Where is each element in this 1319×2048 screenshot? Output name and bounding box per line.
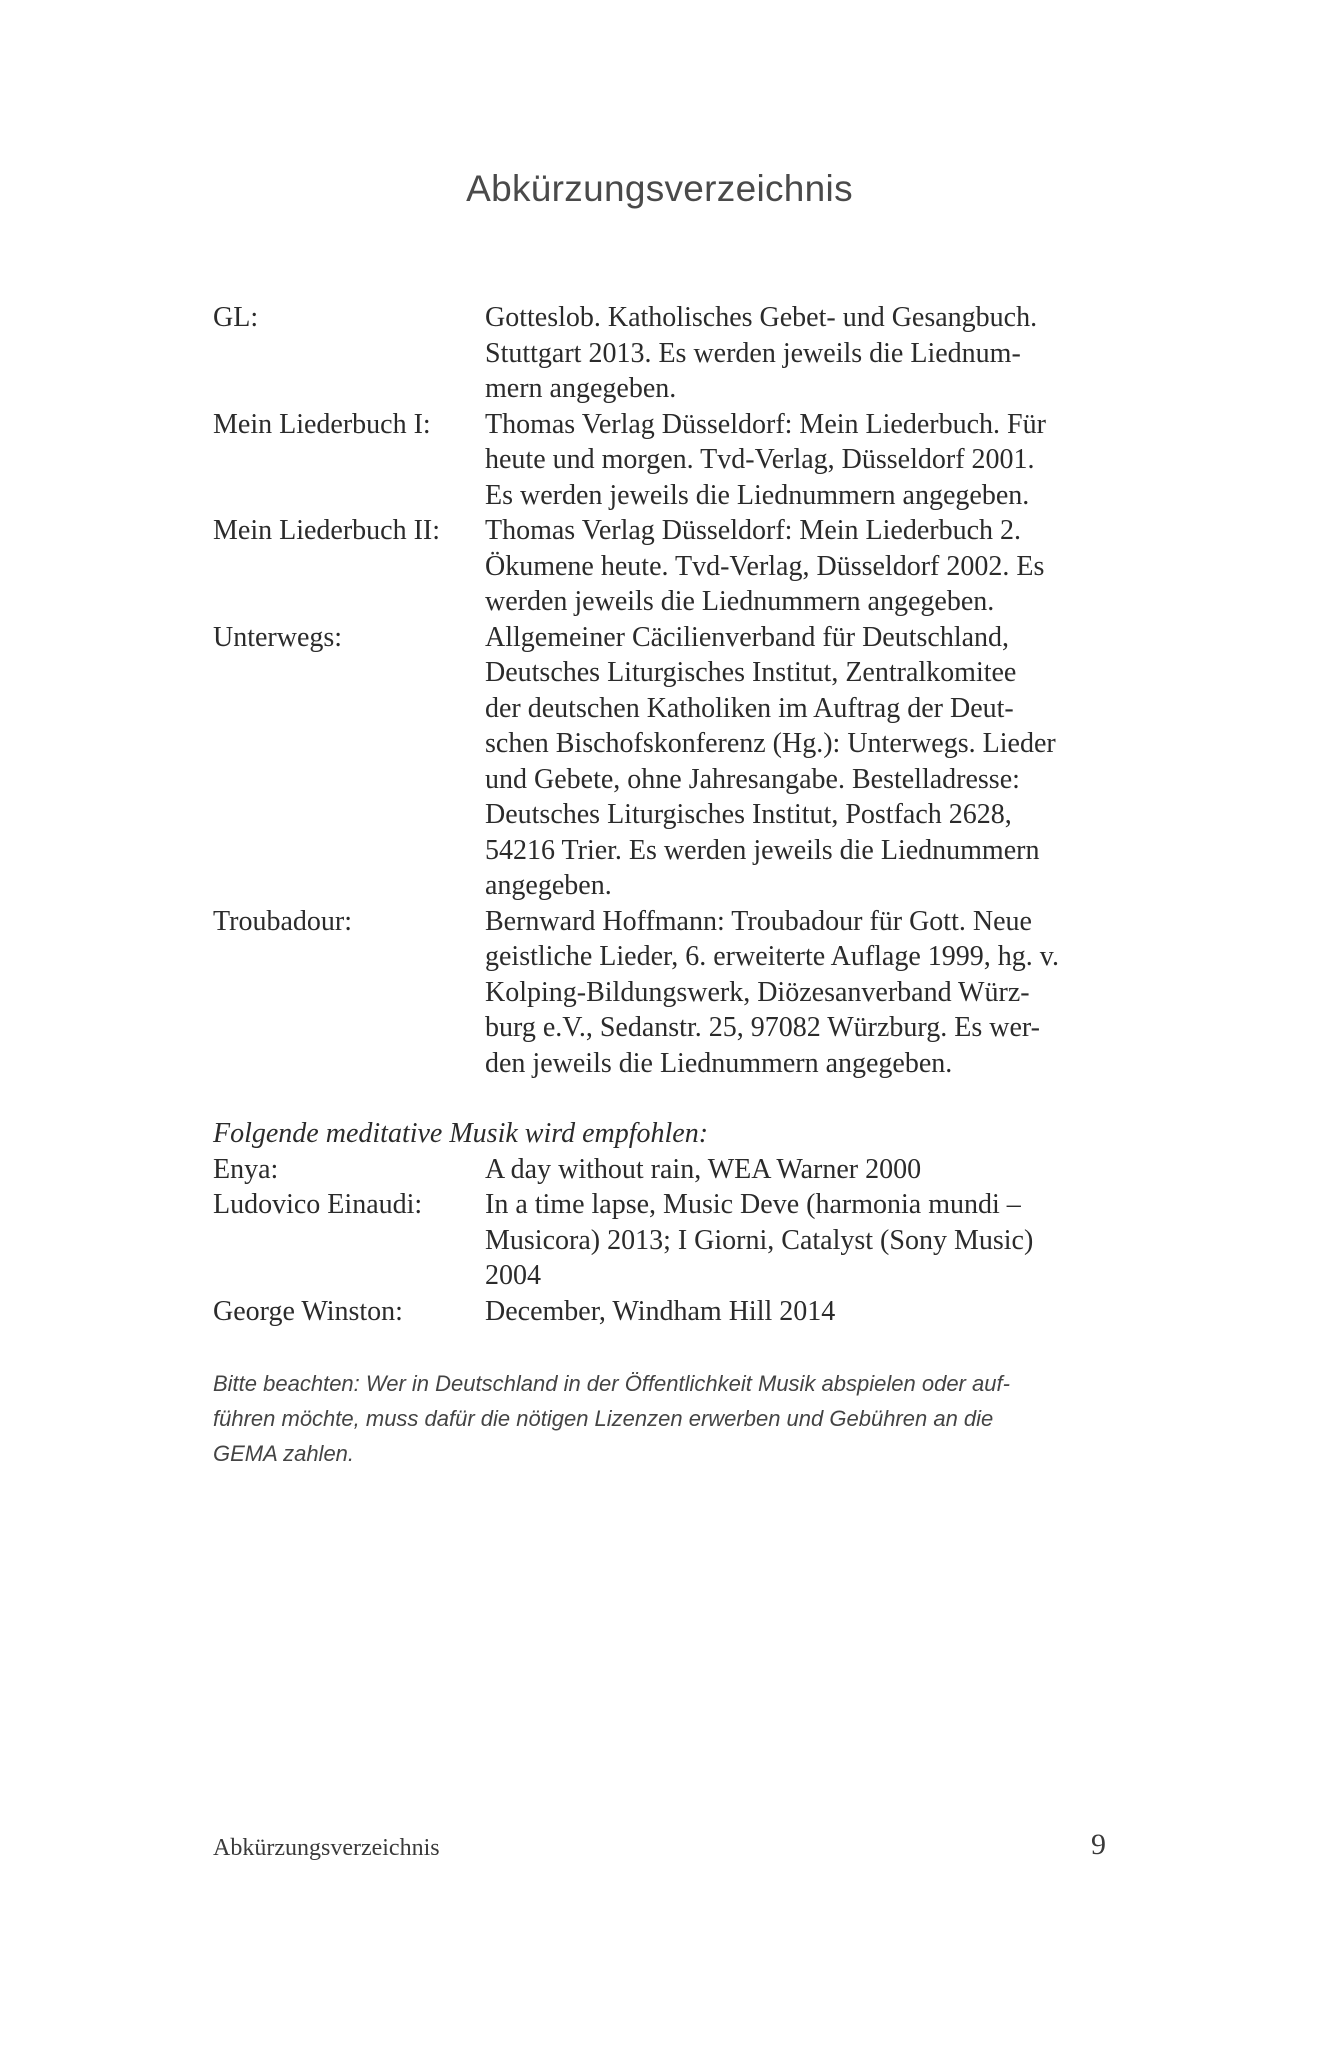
- abbreviation-term: GL:: [213, 302, 259, 333]
- abbreviation-description: [485, 904, 1105, 1082]
- note-line: Bitte beachten: Wer in Deutschland in der Öffentlichkeit Musik abspielen oder auf-: [213, 1371, 1010, 1396]
- music-artist: Enya:: [213, 1153, 279, 1185]
- description-line: Ökumene heute. Tvd-Verlag, Düsseldorf 2002. Es: [485, 550, 1045, 582]
- description-line: Thomas Verlag Düsseldorf: Mein Liederbuch. Für: [485, 408, 1046, 440]
- abbreviation-description: [485, 300, 1105, 407]
- description-line: Stuttgart 2013. Es werden jeweils die Liednum-: [485, 337, 1021, 369]
- description-line: werden jeweils die Liednummern angegeben.: [485, 586, 995, 617]
- description-line: burg e.V., Sedanstr. 25, 97082 Würzburg. Es wer-: [485, 1012, 1040, 1043]
- description-line: Musicora) 2013; I Giorni, Catalyst (Sony Music): [485, 1224, 1034, 1256]
- music-description: [485, 1187, 1105, 1294]
- abbreviation-description: [485, 513, 1105, 620]
- abbreviation-term: Troubadour:: [213, 905, 352, 937]
- description-line: und Gebete, ohne Jahresangabe. Bestelladresse:: [485, 763, 1020, 795]
- description-line: A day without rain, WEA Warner 2000: [485, 1153, 922, 1185]
- description-line: 2004: [485, 1260, 541, 1291]
- license-note: [213, 1366, 1113, 1471]
- music-description: [485, 1152, 1105, 1188]
- abbreviation-entry-mein-liederbuch-2: [213, 513, 1113, 620]
- description-line: Deutsches Liturgisches Institut, Postfach 2628,: [485, 799, 1012, 830]
- page-number: 9: [1091, 1828, 1106, 1861]
- note-line: GEMA zahlen.: [213, 1441, 355, 1466]
- description-line: Bernward Hoffmann: Troubadour für Gott. Neue: [485, 905, 1032, 937]
- abbreviation-term: Mein Liederbuch I:: [213, 408, 431, 440]
- note-line: führen möchte, muss dafür die nötigen Lizenzen erwerben und Gebühren an die: [213, 1406, 994, 1431]
- description-line: der deutschen Katholiken im Auftrag der Deut-: [485, 692, 1014, 724]
- description-line: Kolping-Bildungswerk, Diözesanverband Würz-: [485, 976, 1030, 1008]
- description-line: den jeweils die Liednummern angegeben.: [485, 1047, 953, 1079]
- description-line: In a time lapse, Music Deve (harmonia mundi –: [485, 1189, 1021, 1220]
- description-line: schen Bischofskonferenz (Hg.): Unterwegs. Lieder: [485, 728, 1056, 759]
- abbreviation-entry-mein-liederbuch-1: [213, 407, 1113, 514]
- running-footer-title: Abkürzungsverzeichnis: [213, 1835, 440, 1861]
- description-line: angegeben.: [485, 870, 612, 901]
- music-artist: Ludovico Einaudi:: [213, 1189, 423, 1220]
- abbreviation-entry-troubadour: [213, 904, 1113, 1082]
- music-heading: Folgende meditative Musik wird empfohlen:: [213, 1118, 709, 1149]
- music-entry-enya: [213, 1152, 1113, 1188]
- music-entry-winston: [213, 1294, 1113, 1330]
- abbreviation-description: [485, 620, 1105, 904]
- music-artist: George Winston:: [213, 1295, 403, 1327]
- description-line: Deutsches Liturgisches Institut, Zentralkomitee: [485, 657, 1017, 688]
- description-line: December, Windham Hill 2014: [485, 1295, 836, 1327]
- description-line: geistliche Lieder, 6. erweiterte Auflage 1999, hg. v.: [485, 941, 1059, 972]
- abbreviation-term: Mein Liederbuch II:: [213, 515, 441, 546]
- music-recommendations: [213, 1116, 1113, 1329]
- music-entry-einaudi: [213, 1187, 1113, 1294]
- abbreviation-term: Unterwegs:: [213, 621, 343, 653]
- abbreviation-entry-gl: [213, 300, 1113, 407]
- page-title: Abkürzungsverzeichnis: [466, 168, 853, 209]
- description-line: 54216 Trier. Es werden jeweils die Liednummern: [485, 834, 1040, 866]
- music-description: [485, 1294, 1105, 1330]
- description-line: Es werden jeweils die Liednummern angegeben.: [485, 479, 1030, 511]
- description-line: Gotteslob. Katholisches Gebet- und Gesangbuch.: [485, 302, 1038, 333]
- description-line: mern angegeben.: [485, 373, 677, 404]
- description-line: Allgemeiner Cäcilienverband für Deutschland,: [485, 621, 1010, 653]
- abbreviation-description: [485, 407, 1105, 514]
- description-line: heute und morgen. Tvd-Verlag, Düsseldorf 2001.: [485, 444, 1035, 475]
- abbreviation-entry-unterwegs: [213, 620, 1113, 904]
- abbreviation-list: [213, 300, 1113, 1081]
- description-line: Thomas Verlag Düsseldorf: Mein Liederbuch 2.: [485, 515, 1022, 546]
